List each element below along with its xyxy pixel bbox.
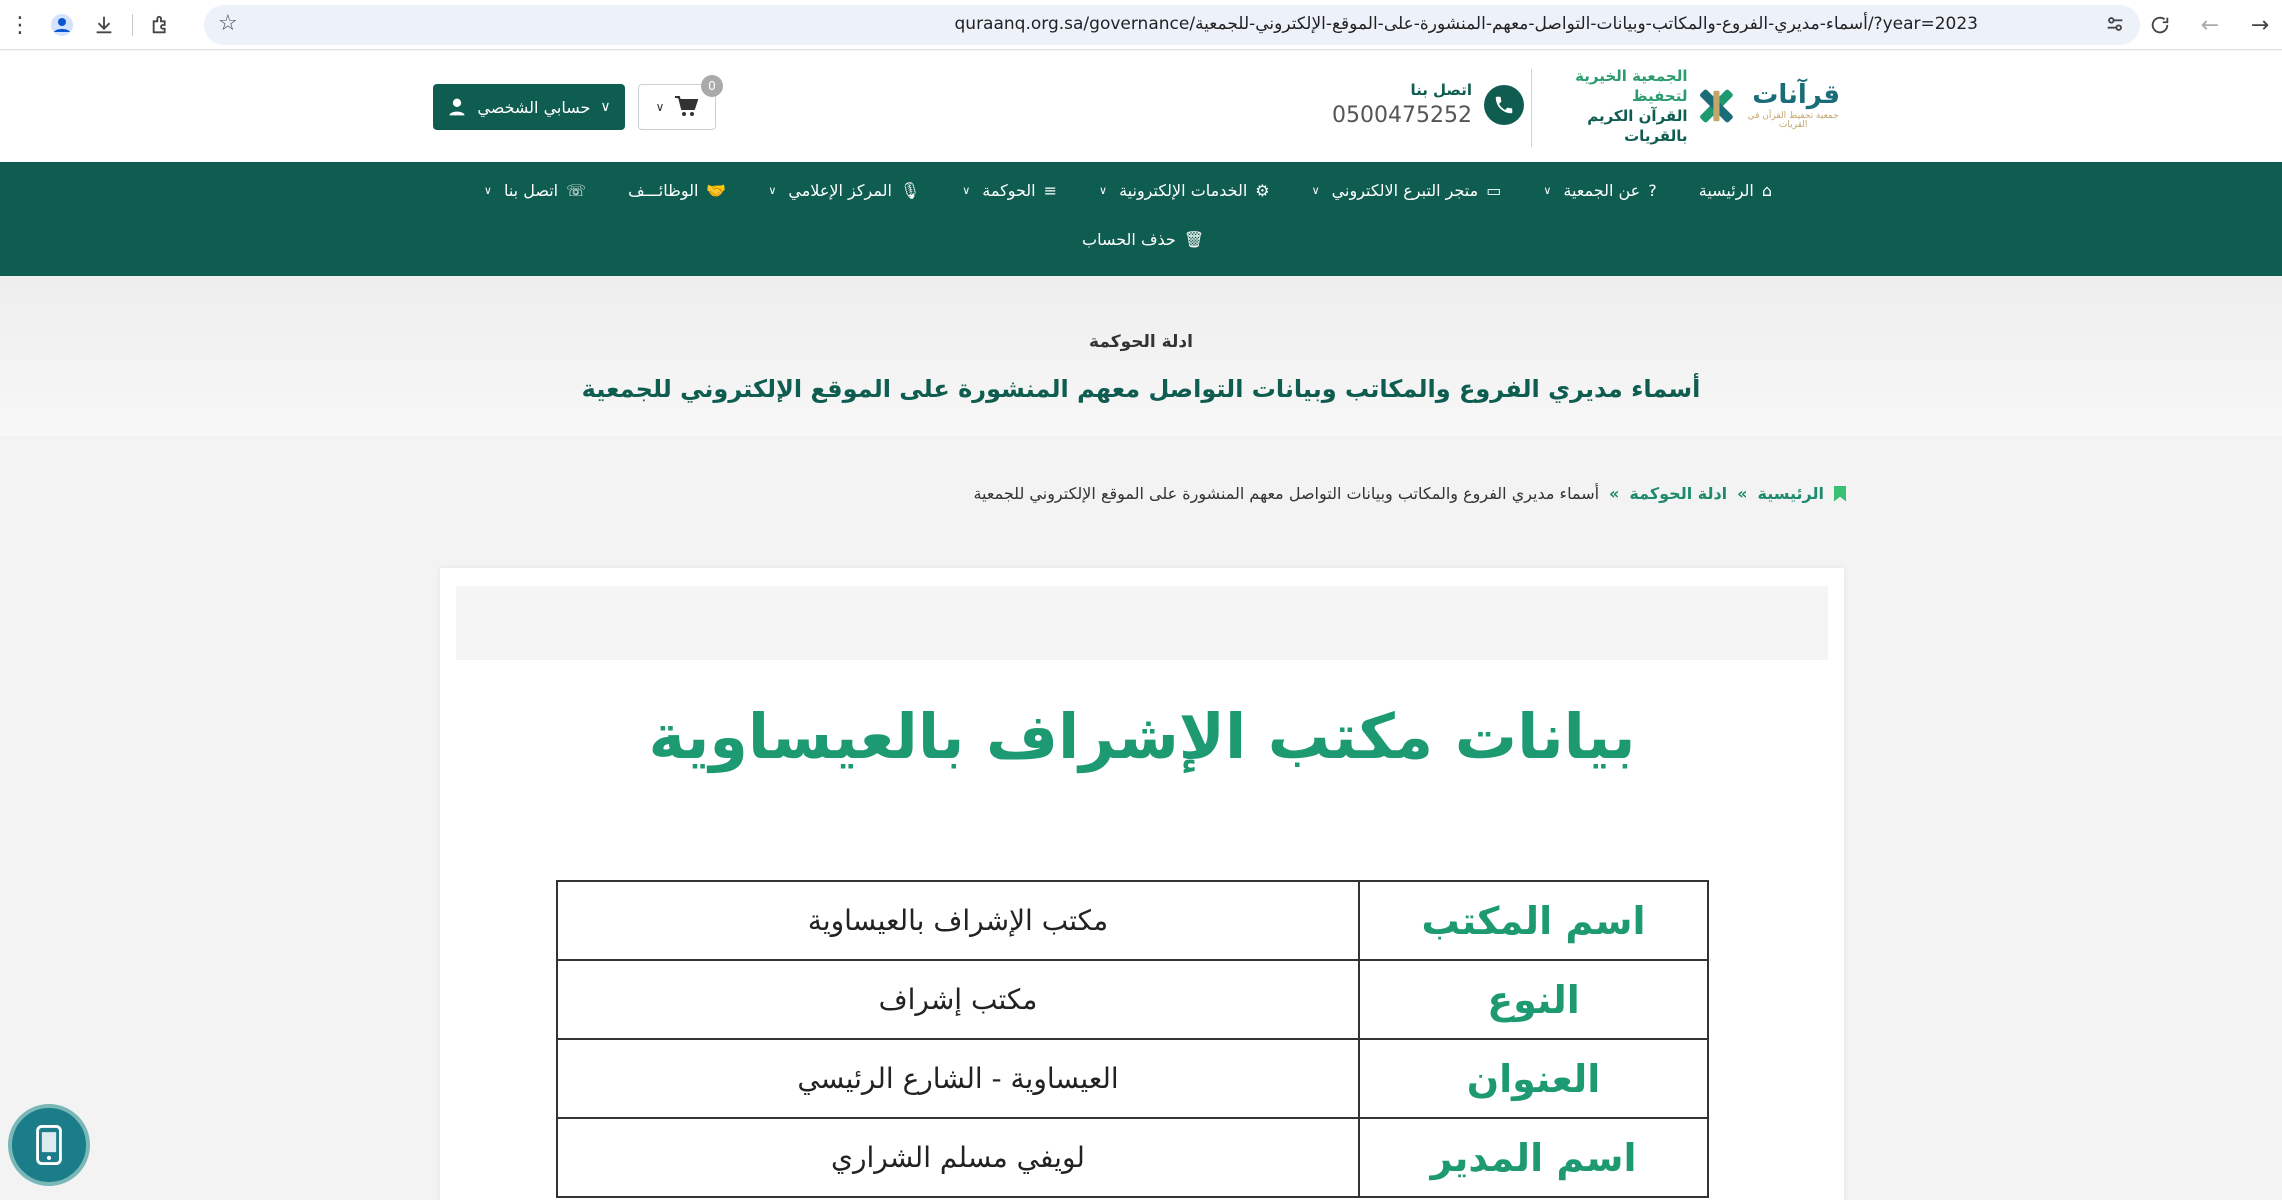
- breadcrumb-separator: »: [1609, 484, 1620, 503]
- nav-item-contact[interactable]: ☏ اتصل بنا ∨: [483, 180, 587, 200]
- table-value: مكتب إشراف: [557, 960, 1359, 1039]
- logo-brand: قرآنات جمعية تحفيظ القرآن في القريات: [1747, 80, 1840, 130]
- breadcrumb: [973, 484, 1846, 503]
- chevron-down-icon: ∨: [600, 99, 611, 115]
- card-top-band: [456, 586, 1828, 660]
- main-nav: [0, 162, 2282, 276]
- site-settings-icon[interactable]: [2104, 13, 2128, 37]
- table-row: [557, 960, 1708, 1039]
- menu-icon: ≡: [1043, 180, 1058, 200]
- bookmark-icon: [1834, 486, 1846, 502]
- nav-item-governance[interactable]: ≡ الحوكمة ∨: [962, 180, 1058, 200]
- logo-text: الجمعية الخيرية لتحفيظ القرآن الكريم بالقريات: [1575, 67, 1688, 145]
- nav-item-home[interactable]: ⌂ الرئيسية: [1698, 180, 1772, 200]
- nav-item-delete-account[interactable]: 🗑 حذف الحساب: [1082, 230, 1205, 249]
- profile-icon[interactable]: [48, 11, 76, 39]
- card-icon: ▭: [1486, 180, 1502, 200]
- mobile-phone-icon: [32, 1125, 66, 1165]
- logo-star-icon: [1695, 78, 1738, 134]
- page-title: أسماء مديري الفروع والمكاتب وبيانات التواصل معهم المنشورة على الموقع الإلكتروني للجمعية: [581, 375, 1701, 403]
- chevron-down-icon: ∨: [768, 183, 777, 197]
- phone-icon: [1484, 85, 1524, 125]
- forward-icon[interactable]: ←: [2200, 12, 2220, 38]
- question-icon: ?: [1648, 180, 1657, 200]
- extensions-icon[interactable]: [147, 11, 175, 39]
- kebab-menu-icon[interactable]: ⋮: [9, 12, 31, 38]
- cart-count-badge: 0: [701, 75, 723, 97]
- my-account-button[interactable]: [433, 84, 625, 130]
- header-divider: [1531, 69, 1532, 147]
- table-label: اسم المكتب: [1359, 881, 1708, 960]
- handshake-icon: 🤝: [706, 180, 727, 200]
- user-icon: [447, 97, 467, 117]
- table-row: [557, 881, 1708, 960]
- back-icon[interactable]: →: [2250, 12, 2270, 38]
- site-header: [0, 51, 2282, 162]
- nav-item-e-services[interactable]: ⚙ الخدمات الإلكترونية ∨: [1099, 180, 1270, 200]
- cart-button[interactable]: [638, 79, 716, 130]
- page-category: ادلة الحوكمة: [1089, 332, 1193, 352]
- table-value: لويفي مسلم الشراري: [557, 1118, 1359, 1197]
- phone-icon: ☏: [566, 180, 587, 200]
- header-contact[interactable]: [1332, 79, 1524, 131]
- download-icon[interactable]: [90, 11, 118, 39]
- cogs-icon: ⚙: [1255, 180, 1270, 200]
- office-heading: بيانات مكتب الإشراف بالعيساوية: [648, 700, 1636, 773]
- chevron-down-icon: ∨: [1099, 183, 1108, 197]
- table-row: [557, 1118, 1708, 1197]
- nav-item-jobs[interactable]: 🤝 الوظائـــف: [628, 180, 727, 200]
- floating-call-button[interactable]: [8, 1104, 90, 1186]
- microphone-icon: 🎙: [899, 180, 921, 200]
- contact-number[interactable]: 0500475252: [1332, 103, 1472, 128]
- contact-label: اتصل بنا: [1410, 81, 1472, 99]
- chevron-down-icon: ∨: [483, 183, 492, 197]
- chevron-down-icon: ∨: [655, 100, 665, 114]
- chevron-down-icon: ∨: [962, 183, 971, 197]
- table-row: [557, 1039, 1708, 1118]
- chevron-down-icon: ∨: [1311, 183, 1320, 197]
- cart-icon: [674, 96, 698, 118]
- trash-icon: 🗑: [1183, 230, 1205, 249]
- url-text[interactable]: quraanq.org.sa/governance/أسماء-مديري-الفروع-والمكاتب-وبيانات-التواصل-معهم-المنشورة-على-الموقع-الإلكتروني-للجمعية/?year=2023: [954, 14, 1978, 34]
- breadcrumb-current: أسماء مديري الفروع والمكاتب وبيانات التواصل معهم المنشورة على الموقع الإلكتروني للجمعية: [973, 484, 1600, 503]
- table-label: العنوان: [1359, 1039, 1708, 1118]
- address-bar[interactable]: [204, 5, 2140, 45]
- breadcrumb-home[interactable]: الرئيسية: [1757, 484, 1824, 503]
- nav-item-about[interactable]: ? عن الجمعية ∨: [1543, 180, 1657, 200]
- reload-icon[interactable]: [2146, 11, 2174, 39]
- chevron-down-icon: ∨: [1543, 183, 1552, 197]
- my-account-label: حسابي الشخصي: [477, 97, 591, 117]
- content-card: [440, 568, 1844, 1200]
- breadcrumb-section[interactable]: ادلة الحوكمة: [1629, 484, 1728, 503]
- browser-toolbar: [0, 0, 2282, 50]
- table-value: مكتب الإشراف بالعيساوية: [557, 881, 1359, 960]
- breadcrumb-separator: »: [1737, 484, 1748, 503]
- nav-item-donation-store[interactable]: ▭ متجر التبرع الالكتروني ∨: [1311, 180, 1502, 200]
- table-label: النوع: [1359, 960, 1708, 1039]
- toolbar-divider: [132, 14, 133, 36]
- office-info-table: [556, 880, 1709, 1198]
- nav-item-media-center[interactable]: 🎙 المركز الإعلامي ∨: [768, 180, 921, 200]
- table-value: العيساوية - الشارع الرئيسي: [557, 1039, 1359, 1118]
- bookmark-star-icon[interactable]: ☆: [218, 11, 238, 36]
- site-logo[interactable]: [1555, 67, 1840, 145]
- table-label: اسم المدير: [1359, 1118, 1708, 1197]
- home-icon: ⌂: [1761, 180, 1772, 200]
- page-hero: [0, 276, 2282, 436]
